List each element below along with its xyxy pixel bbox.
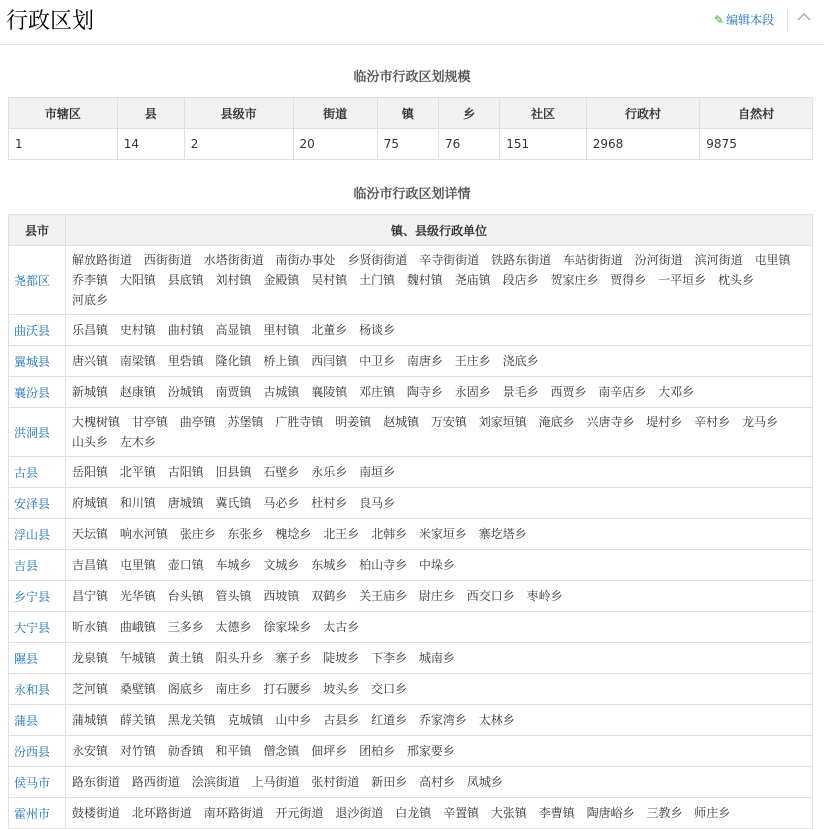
unit-name: 铁路东街道	[491, 253, 552, 267]
unit-name: 管头镇	[215, 589, 252, 603]
units-cell	[66, 705, 813, 736]
unit-name: 东张乡	[227, 527, 264, 541]
unit-name: 新田乡	[371, 775, 408, 789]
unit-name: 赵康镇	[119, 385, 156, 399]
scale-cell: 75	[377, 129, 438, 160]
unit-name: 堤村乡	[646, 415, 683, 429]
unit-name: 南梁镇	[119, 354, 156, 368]
unit-name: 贺家庄乡	[550, 273, 599, 287]
unit-name: 乡贤街街道	[347, 253, 408, 267]
unit-name: 明姜镇	[335, 415, 372, 429]
unit-name: 陶寺乡	[406, 385, 443, 399]
edit-section-label: 编辑本段	[726, 13, 775, 27]
unit-name: 桑壁镇	[119, 682, 156, 696]
unit-name: 三多乡	[167, 620, 204, 634]
unit-name: 大邓乡	[658, 385, 695, 399]
unit-name: 浇底乡	[502, 354, 539, 368]
unit-name: 和平镇	[215, 744, 252, 758]
unit-name: 魏村镇	[406, 273, 443, 287]
scale-cell: 20	[293, 129, 377, 160]
unit-name: 龙泉镇	[72, 651, 109, 665]
units-cell	[66, 488, 813, 519]
unit-name: 枕头乡	[717, 273, 754, 287]
scale-cell: 2968	[586, 129, 700, 160]
unit-name: 阁底乡	[167, 682, 204, 696]
unit-name: 南环路街道	[203, 806, 264, 820]
unit-name: 景毛乡	[502, 385, 539, 399]
unit-name: 土门镇	[359, 273, 396, 287]
unit-name: 甘亭镇	[131, 415, 168, 429]
unit-name: 西街街道	[143, 253, 192, 267]
table-row	[9, 643, 813, 674]
table-row	[9, 767, 813, 798]
unit-name: 襄陵镇	[311, 385, 348, 399]
unit-name: 邢家要乡	[406, 744, 455, 758]
unit-name: 退沙街道	[335, 806, 384, 820]
scale-column-header: 县	[117, 98, 184, 129]
units-cell	[66, 408, 813, 457]
county-link[interactable]: 翼城县	[9, 346, 66, 377]
unit-name: 克城镇	[227, 713, 264, 727]
unit-name: 永乐乡	[311, 465, 348, 479]
county-link[interactable]: 尧都区	[9, 246, 66, 315]
unit-name: 水塔街街道	[203, 253, 264, 267]
units-cell	[66, 736, 813, 767]
unit-name: 刘村镇	[215, 273, 252, 287]
unit-name: 昌宁镇	[72, 589, 109, 603]
county-link[interactable]: 大宁县	[9, 612, 66, 643]
unit-name: 光华镇	[119, 589, 156, 603]
unit-name: 刘家垣镇	[478, 415, 527, 429]
scale-column-header: 乡	[438, 98, 499, 129]
units-cell	[66, 457, 813, 488]
units-cell	[66, 519, 813, 550]
unit-name: 辛置镇	[443, 806, 480, 820]
unit-name: 良马乡	[359, 496, 396, 510]
units-cell	[66, 315, 813, 346]
unit-name: 米家垣乡	[418, 527, 467, 541]
scale-table-row	[9, 129, 813, 160]
detail-table-caption: 临汾市行政区划详情	[353, 187, 471, 202]
county-link[interactable]: 浮山县	[9, 519, 66, 550]
unit-name: 乐昌镇	[72, 323, 109, 337]
scale-cell: 2	[184, 129, 293, 160]
unit-name: 尧庙镇	[454, 273, 491, 287]
table-row	[9, 377, 813, 408]
unit-name: 陡坡乡	[323, 651, 360, 665]
county-link[interactable]: 永和县	[9, 674, 66, 705]
unit-name: 辛寺街街道	[419, 253, 480, 267]
units-cell	[66, 674, 813, 705]
unit-name: 北董乡	[311, 323, 348, 337]
unit-name: 西交口乡	[466, 589, 515, 603]
unit-name: 城南乡	[418, 651, 455, 665]
unit-name: 解放路街道	[72, 253, 133, 267]
unit-name: 南街办事处	[275, 253, 336, 267]
unit-name: 打石腰乡	[263, 682, 312, 696]
unit-name: 中卫乡	[359, 354, 396, 368]
table-row	[9, 488, 813, 519]
unit-name: 佃坪乡	[311, 744, 348, 758]
unit-name: 大张镇	[490, 806, 527, 820]
unit-name: 广胜寺镇	[275, 415, 324, 429]
table-row	[9, 581, 813, 612]
unit-name: 古县乡	[323, 713, 360, 727]
unit-name: 高显镇	[215, 323, 252, 337]
unit-name: 辛村乡	[694, 415, 731, 429]
header-divider	[787, 10, 788, 32]
unit-name: 大阳镇	[119, 273, 156, 287]
unit-name: 台头镇	[167, 589, 204, 603]
unit-name: 汾河街道	[634, 253, 683, 267]
unit-name: 王庄乡	[454, 354, 491, 368]
column-header-units: 镇、县级行政单位	[66, 215, 813, 246]
unit-name: 金殿镇	[263, 273, 300, 287]
unit-name: 里村镇	[263, 323, 300, 337]
unit-name: 万安镇	[430, 415, 467, 429]
county-link[interactable]: 蒲县	[9, 705, 66, 736]
unit-name: 对竹镇	[119, 744, 156, 758]
unit-name: 冀氏镇	[215, 496, 252, 510]
unit-name: 坡头乡	[323, 682, 360, 696]
unit-name: 段店乡	[502, 273, 539, 287]
unit-name: 鼓楼街道	[72, 806, 121, 820]
unit-name: 苏堡镇	[227, 415, 264, 429]
county-link[interactable]: 古县	[9, 457, 66, 488]
unit-name: 僧念镇	[263, 744, 300, 758]
unit-name: 白龙镇	[395, 806, 432, 820]
unit-name: 昕水镇	[72, 620, 109, 634]
unit-name: 岳阳镇	[72, 465, 109, 479]
chevron-up-icon[interactable]	[795, 8, 813, 26]
unit-name: 西贾乡	[550, 385, 587, 399]
unit-name: 旧县镇	[215, 465, 252, 479]
scale-table-header-row	[9, 98, 813, 129]
unit-name: 太古乡	[323, 620, 360, 634]
unit-name: 左木乡	[119, 435, 156, 449]
unit-name: 柏山寺乡	[359, 558, 408, 572]
unit-name: 太林乡	[478, 713, 515, 727]
unit-name: 南辛店乡	[598, 385, 647, 399]
unit-name: 曲亭镇	[179, 415, 216, 429]
unit-name: 南唐乡	[406, 354, 443, 368]
table-row	[9, 705, 813, 736]
unit-name: 凤城乡	[466, 775, 503, 789]
units-cell	[66, 798, 813, 829]
unit-name: 唐兴镇	[72, 354, 109, 368]
scale-column-header: 社区	[500, 98, 586, 129]
table-row	[9, 798, 813, 829]
unit-name: 路东街道	[72, 775, 121, 789]
table-row	[9, 736, 813, 767]
unit-name: 下李乡	[371, 651, 408, 665]
units-cell	[66, 550, 813, 581]
unit-name: 永安镇	[72, 744, 109, 758]
county-link[interactable]: 安泽县	[9, 488, 66, 519]
unit-name: 县底镇	[167, 273, 204, 287]
unit-name: 李曹镇	[538, 806, 575, 820]
table-row	[9, 519, 813, 550]
unit-name: 和川镇	[119, 496, 156, 510]
table-row	[9, 408, 813, 457]
unit-name: 浍滨街道	[191, 775, 240, 789]
page-title: 行政区划	[6, 9, 95, 34]
unit-name: 石壁乡	[263, 465, 300, 479]
unit-name: 吴村镇	[311, 273, 348, 287]
unit-name: 薛关镇	[119, 713, 156, 727]
unit-name: 桥上镇	[263, 354, 300, 368]
unit-name: 兴唐寺乡	[586, 415, 635, 429]
unit-name: 新城镇	[72, 385, 109, 399]
scale-cell: 9875	[700, 129, 813, 160]
unit-name: 西闫镇	[311, 354, 348, 368]
unit-name: 屯里镇	[754, 253, 791, 267]
unit-name: 上马街道	[251, 775, 300, 789]
unit-name: 文城乡	[263, 558, 300, 572]
scale-table-caption: 临汾市行政区划规模	[353, 70, 471, 85]
units-cell	[66, 246, 813, 315]
unit-name: 乔家湾乡	[418, 713, 467, 727]
unit-name: 屯里镇	[119, 558, 156, 572]
unit-name: 中垛乡	[418, 558, 455, 572]
unit-name: 寨圪塔乡	[478, 527, 527, 541]
units-cell	[66, 643, 813, 674]
scale-cell: 151	[500, 129, 586, 160]
unit-name: 西坡镇	[263, 589, 300, 603]
unit-name: 团柏乡	[359, 744, 396, 758]
pencil-icon: ✎	[714, 13, 725, 27]
unit-name: 黄土镇	[167, 651, 204, 665]
unit-name: 寨子乡	[275, 651, 312, 665]
table-row	[9, 457, 813, 488]
unit-name: 交口乡	[371, 682, 408, 696]
column-header-county: 县市	[9, 215, 66, 246]
scale-column-header: 镇	[377, 98, 438, 129]
unit-name: 阳头升乡	[215, 651, 264, 665]
unit-name: 双鹤乡	[311, 589, 348, 603]
unit-name: 天坛镇	[72, 527, 109, 541]
scale-cell: 1	[9, 129, 118, 160]
unit-name: 开元街道	[275, 806, 324, 820]
unit-name: 滨河街道	[694, 253, 743, 267]
unit-name: 关王庙乡	[359, 589, 408, 603]
table-row	[9, 612, 813, 643]
unit-name: 尉庄乡	[418, 589, 455, 603]
scale-column-header: 街道	[293, 98, 377, 129]
unit-name: 张村街道	[311, 775, 360, 789]
scale-column-header: 自然村	[700, 98, 813, 129]
unit-name: 隆化镇	[215, 354, 252, 368]
table-row	[9, 550, 813, 581]
unit-name: 河底乡	[72, 293, 109, 307]
unit-name: 杜村乡	[311, 496, 348, 510]
unit-name: 曲村镇	[167, 323, 204, 337]
section-header	[0, 0, 824, 45]
county-link[interactable]: 洪洞县	[9, 408, 66, 457]
scale-column-header: 市辖区	[9, 98, 118, 129]
units-cell	[66, 346, 813, 377]
county-link[interactable]: 侯马市	[9, 767, 66, 798]
unit-name: 唐城镇	[167, 496, 204, 510]
unit-name: 杨谈乡	[359, 323, 396, 337]
unit-name: 曲峨镇	[119, 620, 156, 634]
table-row	[9, 246, 813, 315]
county-link[interactable]: 襄汾县	[9, 377, 66, 408]
unit-name: 邓庄镇	[359, 385, 396, 399]
county-link[interactable]: 汾西县	[9, 736, 66, 767]
unit-name: 南庄乡	[215, 682, 252, 696]
unit-name: 红道乡	[371, 713, 408, 727]
unit-name: 壶口镇	[167, 558, 204, 572]
unit-name: 陶唐峪乡	[586, 806, 635, 820]
county-link[interactable]: 霍州市	[9, 798, 66, 829]
unit-name: 淹底乡	[538, 415, 575, 429]
unit-name: 北环路街道	[131, 806, 192, 820]
unit-name: 府城镇	[72, 496, 109, 510]
unit-name: 一平垣乡	[658, 273, 707, 287]
scale-table	[8, 97, 813, 160]
unit-name: 车城乡	[215, 558, 252, 572]
unit-name: 南贾镇	[215, 385, 252, 399]
county-link[interactable]: 隰县	[9, 643, 66, 674]
unit-name: 徐家垛乡	[263, 620, 312, 634]
unit-name: 赵城镇	[383, 415, 420, 429]
unit-name: 南垣乡	[359, 465, 396, 479]
unit-name: 大槐树镇	[72, 415, 121, 429]
unit-name: 响水河镇	[119, 527, 168, 541]
unit-name: 马必乡	[263, 496, 300, 510]
unit-name: 车站街街道	[562, 253, 623, 267]
scale-cell: 14	[117, 129, 184, 160]
unit-name: 永固乡	[454, 385, 491, 399]
unit-name: 贾得乡	[610, 273, 647, 287]
unit-name: 史村镇	[119, 323, 156, 337]
edit-section-button[interactable]	[714, 11, 774, 29]
detail-table	[8, 214, 813, 829]
county-link[interactable]: 乡宁县	[9, 581, 66, 612]
unit-name: 太德乡	[215, 620, 252, 634]
unit-name: 张庄乡	[179, 527, 216, 541]
units-cell	[66, 612, 813, 643]
unit-name: 山中乡	[275, 713, 312, 727]
scale-column-header: 县级市	[184, 98, 293, 129]
table-row	[9, 674, 813, 705]
unit-name: 里砦镇	[167, 354, 204, 368]
unit-name: 三教乡	[646, 806, 683, 820]
unit-name: 勍香镇	[167, 744, 204, 758]
unit-name: 芝河镇	[72, 682, 109, 696]
unit-name: 乔李镇	[72, 273, 109, 287]
units-cell	[66, 767, 813, 798]
table-row	[9, 346, 813, 377]
unit-name: 北平镇	[119, 465, 156, 479]
county-link[interactable]: 曲沃县	[9, 315, 66, 346]
detail-table-header-row	[9, 215, 813, 246]
unit-name: 古城镇	[263, 385, 300, 399]
unit-name: 山头乡	[72, 435, 109, 449]
scale-cell: 76	[438, 129, 499, 160]
units-cell	[66, 581, 813, 612]
unit-name: 汾城镇	[167, 385, 204, 399]
unit-name: 蒲城镇	[72, 713, 109, 727]
unit-name: 古阳镇	[167, 465, 204, 479]
unit-name: 龙马乡	[741, 415, 778, 429]
unit-name: 路西街道	[131, 775, 180, 789]
county-link[interactable]: 吉县	[9, 550, 66, 581]
unit-name: 北韩乡	[371, 527, 408, 541]
unit-name: 午城镇	[119, 651, 156, 665]
unit-name: 枣岭乡	[526, 589, 563, 603]
unit-name: 师庄乡	[694, 806, 731, 820]
units-cell	[66, 377, 813, 408]
unit-name: 槐埝乡	[275, 527, 312, 541]
unit-name: 高村乡	[419, 775, 456, 789]
unit-name: 北王乡	[323, 527, 360, 541]
unit-name: 黑龙关镇	[167, 713, 216, 727]
unit-name: 东城乡	[311, 558, 348, 572]
unit-name: 吉昌镇	[72, 558, 109, 572]
scale-column-header: 行政村	[586, 98, 700, 129]
table-row	[9, 315, 813, 346]
